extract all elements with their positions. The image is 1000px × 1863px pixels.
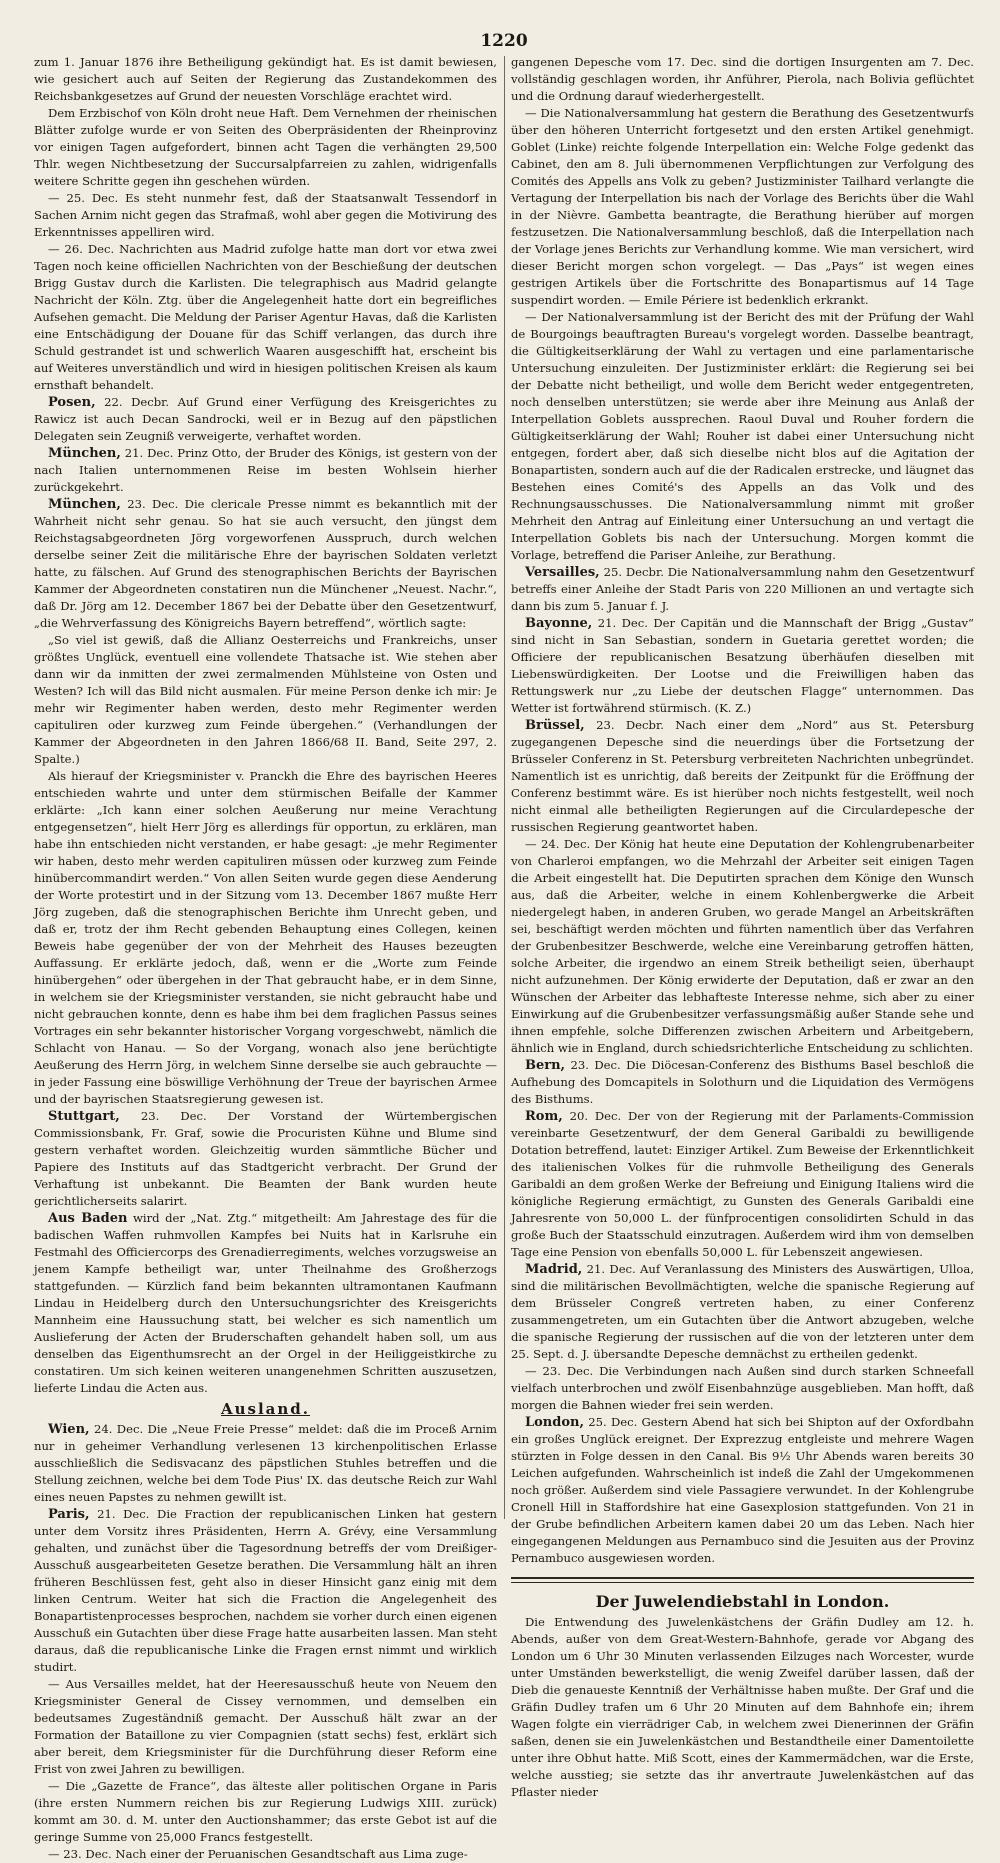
article-dateline: Paris, <box>48 1507 90 1522</box>
article-paragraph <box>511 54 974 105</box>
article-paragraph <box>34 241 497 394</box>
article-text: wird der „Nat. Ztg.“ mitgetheilt: Am Jahrestage des für die badischen Waffen ruhmvollen Kampfes bei Nuits hat in Karlsruhe ein Festmahl des Officiercorps des Grenadierregiments, welches vorzugsweise an jenem Kampfe betheiligt war, unter Theilnahme des Großherzogs stattgefunden. — Kürzlich fand beim bekannten ultramontanen Kaufmann Lindau in Heidelberg durch den Untersuchungsrichter des Kreisgerichts Mannheim eine Haussuchung statt, bei welcher es sich namentlich um Auslieferung der Acten der Bruderschaften gehandelt haben soll, um aus denselben das Eigenthumsrecht an der Orgel in der Heiliggeistkirche zu constatiren. Um sich keinen weiteren unangenehmen Schritten auszusetzen, lieferte Lindau die Acten aus. <box>34 1211 498 1395</box>
article-text: — Die Nationalversammlung hat gestern die Berathung des Gesetzentwurfs über den höheren Unterricht fortgesetzt und den ersten Artikel genehmigt. Goblet (Linke) reichte folgende Interpellation ein: Welche Folge gedenkt das Cabinet, den am 8. Juli übernommenen Verpflichtungen zur Verfolgung des Comités des Appells ans Volk zu geben? Justizminister Tailhard verlangte die Vertagung der Interpellation bis nach der Vorlage des Berichts über die Wahl in der Nièvre. Gambetta beantragte, die Berathung hierüber auf morgen festzusetzen. Die Nationalversammlung beschloß, daß die Interpellation nach der Vorlage jenes Berichts zur Verhandlung komme. Wie man versichert, wird dieser Bericht morgen schon vorgelegt. — Das „Pays“ ist wegen eines gestrigen Artikels über die Fortschritte des Bonapartismus auf 14 Tage suspendirt worden. — Emile Périere ist bedenklich erkrankt. <box>511 106 974 307</box>
article-text: — Der Nationalversammlung ist der Bericht des mit der Prüfung der Wahl de Bourgoings beauftragten Bureau's vorgelegt worden. Dasselbe beantragt, die Gültigkeitserklärung der Wahl zu vertagen und eine parlamentarische Untersuchung einzuleiten. Der Justizminister erklärt: die Regierung sei bei der Debatte nicht betheiligt, und wolle dem Bericht weder entgegentreten, noch denselben unterstützen; sie werde aber ihre Meinung aus Anlaß der Interpellation Goblets aussprechen. Raoul Duval und Rouher fordern die Gültigkeitserklärung der Wahl; Rouher ist dabei einer Untersuchung nicht entgegen, fordert aber, daß sich dieselbe nicht blos auf die Agitation der Bonapartisten, sondern auch auf die der Radicalen erstrecke, und läugnet das Bestehen eines Comité's des Appells an das Volk und des Rechnungsausschusses. Die Nationalversammlung nimmt mit großer Mehrheit den Antrag auf Einleitung einer Untersuchung an und vertagt die Interpellation Goblets bis nach der Untersuchung. Morgen kommt die Vorlage, betreffend die Pariser Anleihe, zur Berathung. <box>511 310 974 562</box>
article-paragraph <box>511 564 974 615</box>
article-text: 23. Dec. Der Vorstand der Würtembergischen Commissionsbank, Fr. Graf, sowie die Procuristen Kühne und Blume sind gestern verhaftet worden. Gleichzeitig wurden sämmtliche Bücher und Papiere des Instituts auf das Stadtgericht verbracht. Der Grund der Verhaftung ist unbekannt. Die Beamten der Bank wurden heute gerichtlicherseits salarirt. <box>34 1109 497 1208</box>
article-paragraph <box>34 1421 497 1506</box>
article-text: 24. Dec. Die „Neue Freie Presse“ meldet: daß die im Proceß Arnim nur in geheimer Verhandlung verlesenen 13 kirchenpolitischen Erlasse ausschließlich die Sedisvacanz des päpstlichen Stuhles betreffen und die Stellung zeichnen, welche bei dem Tode Pius' IX. das deutsche Reich zur Wahl eines neuen Papstes zu nehmen gewillt ist. <box>34 1422 497 1504</box>
article-paragraph <box>34 632 497 768</box>
article-text: 22. Decbr. Auf Grund einer Verfügung des Kreisgerichtes zu Rawicz ist auch Decan Sandrocki, weil er in Bezug auf den päpstlichen Delegaten sein Zeugniß verweigerte, verhaftet worden. <box>34 395 498 443</box>
column-divider <box>504 56 505 1519</box>
article-text: Dem Erzbischof von Köln droht neue Haft. Dem Vernehmen der rheinischen Blätter zufolge wurde er von Seiten des Oberpräsidenten der Rheinprovinz vor einigen Tagen aufgefordert, binnen acht Tagen die verhängten 29,500 Thlr. wegen Nichtbesetzung der Succursalpfarreien zu zahlen, widrigenfalls weitere Schritte gegen ihn geschehen würden. <box>34 106 497 188</box>
article-paragraph <box>34 105 497 190</box>
article-text: — 23. Dec. Nach einer der Peruanischen Gesandtschaft aus Lima zuge- <box>48 1847 468 1861</box>
article-paragraph <box>511 309 974 564</box>
article-paragraph <box>511 717 974 836</box>
page-number: 1220 <box>480 31 528 51</box>
article-dateline: Brüssel, <box>525 718 585 733</box>
article-paragraph <box>511 1057 974 1108</box>
article-text: — Die „Gazette de France“, das älteste aller politischen Organe in Paris (ihre ersten Nummern reichen bis zur Regierung Ludwigs XIII. zurück) kommt am 30. d. M. unter den Auctionshammer; das erste Gebot ist auf die geringe Summe von 25,000 Francs festgestellt. <box>34 1779 497 1844</box>
article-paragraph <box>34 445 497 496</box>
article-dateline: Madrid, <box>525 1262 583 1277</box>
article-paragraph <box>34 1676 497 1778</box>
article-paragraph <box>34 1778 497 1846</box>
article-text: 21. Dec. Prinz Otto, der Bruder des Königs, ist gestern von der nach Italien unternommenen Reise im besten Wohlsein hierher zurückgekehrt. <box>34 446 497 494</box>
article-paragraph <box>511 1108 974 1261</box>
left-column <box>34 54 498 1861</box>
article-text: — 25. Dec. Es steht nunmehr fest, daß der Staatsanwalt Tessendorf in Sachen Arnim nicht gegen das Strafmaß, wohl aber gegen die Motivirung des Erkenntnisses appelliren wird. <box>34 191 497 239</box>
article-paragraph <box>511 615 974 717</box>
article-text: 23. Dec. Die clericale Presse nimmt es bekanntlich mit der Wahrheit nicht sehr genau. So hat sie auch versucht, den jüngst dem Reichstagsabgeordneten Jörg vorgeworfenen Ausspruch, durch welchen derselbe seiner Zeit die militärische Ehre der bayrischen Soldaten verletzt hatte, zu fälschen. Auf Grund des stenographischen Berichts der Bayrischen Kammer der Abgeordneten constatiren nun die Münchener „Neuest. Nachr.“, daß Dr. Jörg am 12. December 1867 bei der Debatte über den Gesetzentwurf, „die Wehrverfassung des Königreichs Bayern betreffend“, wörtlich sagte: <box>34 497 497 630</box>
article-dateline: Bayonne, <box>525 616 593 631</box>
article-dateline: Versailles, <box>525 565 600 580</box>
article-text: „So viel ist gewiß, daß die Allianz Oesterreichs und Frankreichs, unser größtes Unglück, eventuell eine vollendete Thatsache ist. Wie stehen aber dann wir da inmitten der zwei zermalmenden Mühlsteine von Osten und Westen? Ich will das Bild nicht ausmalen. Für meine Person denke ich mir: Je mehr wir Regimenter haben werden, desto mehr Regimenter werden capituliren oder kurzweg zum Feinde übergehen.“ (Verhandlungen der Kammer der Abgeordneten in den Jahren 1866/68 II. Band, Seite 297, 2. Spalte.) <box>34 633 497 766</box>
article-dateline: München, <box>48 497 121 512</box>
columns <box>34 54 975 1861</box>
article-text: gangenen Depesche vom 17. Dec. sind die dortigen Insurgenten am 7. Dec. vollständig geschlagen worden, ihr Anführer, Pierola, nach Bolivia geflüchtet und die Ordnung darauf wiederhergestellt. <box>511 55 974 103</box>
article-dateline: Posen, <box>48 395 96 410</box>
section-heading: Ausland. <box>220 1400 311 1418</box>
article-paragraph <box>511 105 974 309</box>
article-dateline: Aus Baden <box>48 1211 128 1226</box>
article-paragraph <box>34 1210 497 1397</box>
article-dateline: München, <box>48 446 121 461</box>
article-paragraph <box>34 1108 497 1210</box>
article-paragraph <box>34 1846 497 1863</box>
article-text: 25. Dec. Gestern Abend hat sich bei Shipton auf der Oxfordbahn ein großes Unglück ereignet. Der Exprezzug entgleiste und mehrere Wagen stürzten in Folge dessen in den Canal. Bis 9½ Uhr Abends waren bereits 30 Leichen aufgefunden. Wahrscheinlich ist indeß die Zahl der Umgekommenen noch größer. Außerdem sind viele Passagiere verwundet. In der Kohlengrube Cronell Hill in Staffordshire hat eine Gasexplosion stattgefunden. Von 21 in der Grube befindlichen Arbeitern kamen dabei 20 um das Leben. Nach hier eingegangenen Meldungen aus Pernambuco sind die Jesuiten aus der Provinz Pernambuco ausgewiesen worden. <box>511 1415 974 1565</box>
article-text: Die Entwendung des Juwelenkästchens der Gräfin Dudley am 12. h. Abends, außer von dem Great-Western-Bahnhofe, gerade vor Abgang des London um 6 Uhr 30 Minuten verlassenden Eilzuges nach Worcester, wurde unter Umständen bewerkstelligt, die wenig Zweifel darüber lassen, daß der Dieb die genaueste Kenntniß der Verhältnisse haben mußte. Der Graf und die Gräfin Dudley trafen um 6 Uhr 20 Minuten auf dem Bahnhofe ein; ihrem Wagen folgte ein vierrädriger Cab, in welchem zwei Dienerinnen der Gräfin saßen, denen sie ein Juwelenkästchen und Bestandtheile einer Damentoilette unter ihre Obhut hatte. Miß Scott, eines der Kammermädchen, war die Erste, welche ausstieg; sie setzte das ihr anvertraute Juwelenkästchen auf das Pflaster nieder <box>511 1615 974 1799</box>
article-text: 21. Dec. Auf Veranlassung des Ministers des Auswärtigen, Ulloa, sind die militärischen Bevollmächtigten, welche die spanische Regierung auf dem Brüsseler Congreß vertreten haben, zu einer Conferenz zusammengetreten, um ein Gutachten über die Antwort abzugeben, welche die spanische Regierung der russischen auf die von der letzteren unter dem 25. Sept. d. J. übersandte Depesche demnächst zu ertheilen gedenkt. <box>511 1262 975 1361</box>
article-paragraph <box>34 54 497 105</box>
article-text: 21. Dec. Der Capitän und die Mannschaft der Brigg „Gustav“ sind nicht in San Sebastian, sondern in Guetaria gerettet worden; die Officiere der republicanischen Besatzung überhäufen dieselben mit Liebenswürdigkeiten. Der Lootse und die Freiwilligen haben das Rettungswerk nur „zu Liebe der deutschen Flagge“ unternommen. Das Wetter ist fortwährend stürmisch. (K. Z.) <box>511 616 974 715</box>
right-column <box>511 54 975 1799</box>
article-paragraph <box>511 1414 974 1567</box>
article-text: Als hierauf der Kriegsminister v. Pranckh die Ehre des bayrischen Heeres entschieden wahrte und unter dem stürmischen Beifalle der Kammer erklärte: „Ich kann einer solchen Aeußerung nur meine Verachtung entgegensetzen“, hielt Herr Jörg es allerdings für opportun, zu erklären, man habe ihn entschieden nicht verstanden, er habe gesagt: „je mehr Regimenter wir haben, desto mehr werden capituliren müssen oder kurzweg zum Feinde hinübercommandirt werden.“ Von allen Seiten wurde gegen diese Aenderung der Worte protestirt und in der Sitzung vom 13. December 1867 mußte Herr Jörg zugeben, daß die stenographischen Berichte ihm Unrecht geben, und daß er, trotz der ihm Recht gebenden Behauptung eines Collegen, keinen Beweis habe gegenüber der von der Mehrheit des Hauses bezeugten Auffassung. Er erklärte jedoch, daß, wenn er die „Worte zum Feinde hinübergehen“ oder übergehen in der That gebraucht habe, er in dem Sinne, in welchem sie der Kriegsminister verstanden, sie nicht gebraucht habe und nicht gebrauchen konnte, denn es habe ihm bei dem fraglichen Passus seines Vortrages ein sehr bekannter historischer Vorgang vorgeschwebt, nämlich die Schlacht von Hanau. — So der Vorgang, wonach also jene berüchtigte Aeußerung des Herrn Jörg, in welchem Sinne derselbe sie auch gebrauchte — in jeder Fassung eine böswillige Verhöhnung der Treue der bayrischen Armee und der bayrischen Staatsregierung gewesen ist. <box>34 769 497 1106</box>
article-text: 23. Dec. Die Diöcesan-Conferenz des Bisthums Basel beschloß die Aufhebung des Domcapitels in Solothurn und die Liquidation des Vermögens des Bisthums. <box>511 1058 974 1106</box>
article-paragraph <box>34 394 497 445</box>
article-paragraph <box>511 836 974 1057</box>
article-paragraph <box>511 1363 974 1414</box>
article-dateline: Stuttgart, <box>48 1109 120 1124</box>
feuilleton-title: Der Juwelendiebstahl in London. <box>595 1592 890 1611</box>
article-paragraph <box>34 1506 497 1676</box>
article-dateline: Bern, <box>525 1058 566 1073</box>
article-text: 20. Dec. Der von der Regierung mit der Parlaments-Commission vereinbarte Gesetzentwurf, der dem General Garibaldi zu bewilligende Dotation betreffend, lautet: Einziger Artikel. Zum Beweise der Erkenntlichkeit des italienischen Volkes für die ruhmvolle Betheiligung des Generals Garibaldi an dem großen Werke der Befreiung und Einigung Italiens wird die königliche Regierung ermächtigt, zu Gunsten des Generals Garibaldi eine Jahresrente von 50,000 L. der fünfprocentigen consolidirten Schuld in das große Buch der Staatsschuld einzutragen. Außerdem wird ihm von demselben Tage eine Pension von ebenfalls 50,000 L. für Lebenszeit angewiesen. <box>511 1109 975 1259</box>
article-text: 25. Decbr. Die Nationalversammlung nahm den Gesetzentwurf betreffs einer Anleihe der Stadt Paris von 220 Millionen an und vertagte sich dann bis zum 5. Januar f. J. <box>511 565 975 613</box>
article-paragraph <box>34 190 497 241</box>
feuilleton-separator <box>511 1577 974 1583</box>
article-paragraph <box>34 768 497 1108</box>
article-dateline: London, <box>525 1415 585 1430</box>
article-paragraph <box>34 496 497 632</box>
article-text: zum 1. Januar 1876 ihre Betheiligung gekündigt hat. Es ist damit bewiesen, wie gesichert auch auf Seiten der Regierung das Zustandekommen des Reichsbankgesetzes auf Grund der neuesten Vorschläge erachtet wird. <box>34 55 497 103</box>
article-text: 23. Decbr. Nach einer dem „Nord“ aus St. Petersburg zugegangenen Depesche sind die neuerdings über die Fortsetzung der Brüsseler Conferenz in St. Petersburg verbreiteten Nachrichten unbegründet. Namentlich ist es unrichtig, daß bereits der Zeitpunkt für die Eröffnung der Conferenz bestimmt wäre. Es ist hierüber noch nichts festgestellt, weil noch nicht einmal alle betheiligten Regierungen auf die Circulardepesche der russischen Regierung geantwortet haben. <box>511 718 974 834</box>
article-text: — 23. Dec. Die Verbindungen nach Außen sind durch starken Schneefall vielfach unterbrochen und zwölf Eisenbahnzüge ausgeblieben. Man hofft, daß morgen die Bahnen wieder frei sein werden. <box>511 1364 974 1412</box>
article-dateline: Rom, <box>525 1109 563 1124</box>
article-text: 21. Dec. Die Fraction der republicanischen Linken hat gestern unter dem Vorsitz ihres Präsidenten, Herrn A. Grévy, eine Versammlung gehalten, und zunächst über die Tagesordnung betreffs der vom Dreißiger-Ausschuß ausgearbeiteten Gesetze berathen. Die Versammlung hält an ihren früheren Beschlüssen fest, geht also in dieser Hinsicht ganz einig mit dem linken Centrum. Weiter hat sich die Fraction die Angelegenheit des Bonapartistenprocesses besprochen, nachdem sie vorher durch einen eigenen Ausschuß ein Gutachten über diese Frage hatte ausarbeiten lassen. Man steht daraus, daß die republicanische Linke die Fragen ernst nimmt und wirklich studirt. <box>34 1507 497 1674</box>
article-text: — 24. Dec. Der König hat heute eine Deputation der Kohlengrubenarbeiter von Charleroi empfangen, wo die Mehrzahl der Arbeiter seit einigen Tagen die Arbeit eingestellt hat. Die Deputirten sprachen dem Könige den Wunsch aus, daß die Arbeiter, welche in einem Kohlenbergwerke die Arbeit niedergelegt haben, in anderen Gruben, wo gerade Mangel an Arbeitskräften sei, beschäftigt werden möchten und führten namentlich über das Verfahren der Grubenbesitzer Beschwerde, welche eine Vereinbarung getroffen hätten, solche Arbeiter, die irgendwo an einem Streik betheiligt seien, überhaupt nicht aufzunehmen. Der König erwiderte der Deputation, daß er zwar an den Wünschen der Arbeiter das lebhafteste Interesse nehme, sich aber zu einer Einwirkung auf die Grubenbesitzer verfassungsmäßig außer Stande sehe und ihnen empfehle, solche Differenzen zwischen Arbeitern und Arbeitgebern, ähnlich wie in England, durch schiedsrichterliche Entscheidung zu schlichten. <box>511 837 974 1055</box>
article-text: — 26. Dec. Nachrichten aus Madrid zufolge hatte man dort vor etwa zwei Tagen noch keine officiellen Nachrichten von der Beschießung der deutschen Brigg Gustav durch die Karlisten. Die telegraphisch aus Madrid gelangte Nachricht der Köln. Ztg. über die Angelegenheit hatte dort ein begreifliches Aufsehen gemacht. Die Meldung der Pariser Agentur Havas, daß die Karlisten eine Entschädigung der Douane für das Schiff verlangen, das durch ihre Schuld gestrandet ist und schwerlich Waaren ausgeschifft hat, erscheint bis auf Weiteres unverständlich und wird in hiesigen politischen Kreisen als kaum ernsthaft behandelt. <box>34 242 497 392</box>
article-text: — Aus Versailles meldet, hat der Heeresausschuß heute von Neuem den Kriegsminister General de Cissey vernommen, und demselben ein bedeutsames Zugeständniß gemacht. Der Ausschuß hält zwar an der Formation der Bataillone zu vier Compagnien (statt sechs) fest, erklärt sich aber bereit, dem Kriegsminister für die Durchführung dieser Reform eine Frist von zwei Jahren zu bewilligen. <box>34 1677 497 1776</box>
article-paragraph <box>511 1614 974 1801</box>
article-paragraph <box>511 1261 974 1363</box>
article-dateline: Wien, <box>48 1422 90 1437</box>
